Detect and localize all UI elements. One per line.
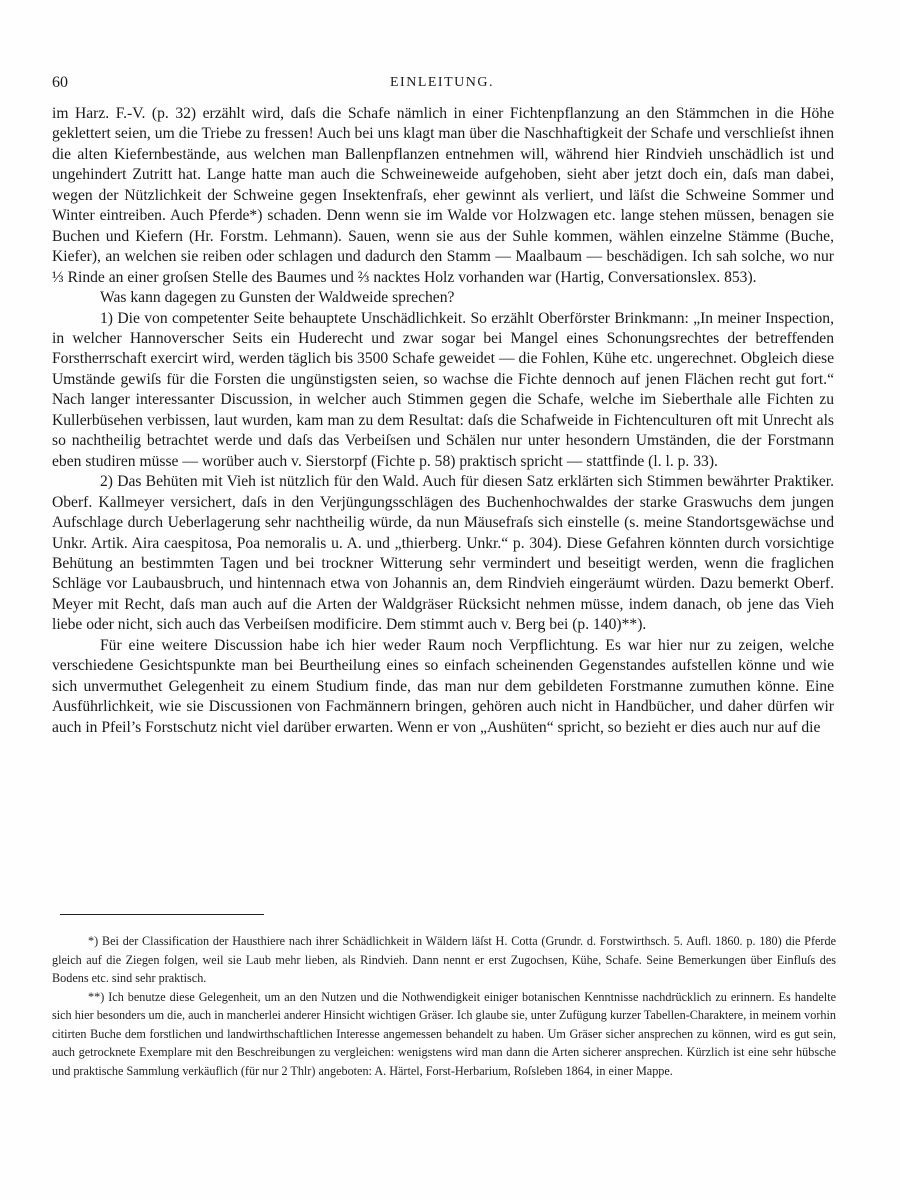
footnotes [52,932,836,1080]
main-text [52,104,834,738]
footnote: **) Ich benutze diese Gelegenheit, um an den Nutzen und die Nothwendigkeit einiger botanischen Kenntnisse nachdrücklich zu erinnern. Es handelte sich hier besonders um die, auch in mancherlei anderer Hinsicht wichtigen Gräser. Ich glaube sie, unter Zufügung kurzer Tabellen-Charaktere, in meinem vorhin citirten Buche dem forstlichen und landwirthschaftlichen Interesse angemessen behandelt zu haben. Um Gräser sicher ansprechen zu können, wird es gut sein, auch getrocknete Exemplare mit den Beschreibungen zu vergleichen: wenigstens wird man dann die Arten sicherer ansprechen. Kürzlich ist eine sehr hübsche und praktische Sammlung verkäuflich (für nur 2 Thlr) angeboten: A. Härtel, Forst-Herbarium, Roſsleben 1864, in einer Mappe. [52,989,836,1078]
paragraph: 1) Die von competenter Seite behauptete Unschädlichkeit. So erzählt Oberförster Brinkmann: „In meiner Inspection, in welcher Hannoverscher Seits ein Huderecht und zwar sogar bei Mangel eines Schonungsrechtes der betreffenden Forstherrschaft exercirt wird, werden täglich bis 3500 Schafe geweidet — die Fohlen, Kühe etc. ungerechnet. Obgleich diese Umstände gewiſs für die Forsten die ungünstigsten seien, so wachse die Fichte dennoch auf jenen Flächen recht gut fort.“ Nach langer interessanter Discussion, in welcher auch Stimmen gegen die Schafe, welche im Sieberthale alle Fichten zu Kullerbüsehen verbissen, laut wurden, kam man zu dem Resultat: daſs die Schafweide in Fichtenculturen oft mit Unrecht als so nachtheilig betrachtet werde und daſs das Verbeiſsen und Schälen nur unter hesondern Umständen, die der Forstmann eben studiren müsse — worüber auch v. Sierstorpf (Fichte p. 58) praktisch spricht — stattfinde (l. l. p. 33). [52,309,834,470]
running-head: EINLEITUNG. [390,75,494,90]
paragraph: Was kann dagegen zu Gunsten der Waldweide sprechen? [100,289,455,307]
paragraph: Für eine weitere Discussion habe ich hier weder Raum noch Verpflichtung. Es war hier nur zu zeigen, welche verschiedene Gesichtspunkte man bei Beurtheilung eines so einfach scheinenden Gegenstandes aufstellen könne und wie sich unvermuthet Gelegenheit zu einem Studium finde, das man nur dem gebildeten Forstmanne zumuthen könne. Eine Ausführlichkeit, wie sie Discussionen von Fachmännern bringen, gehören auch nicht in Handbücher, und daher dürfen wir auch in Pfeil’s Forstschutz nicht viel darüber erwarten. Wenn er von „Aushüten“ spricht, so bezieht er dies auch nur auf die [52,636,834,736]
paragraph: im Harz. F.-V. (p. 32) erzählt wird, daſs die Schafe nämlich in einer Fichtenpflanzung an den Stämmchen in die Höhe geklettert seien, um die Triebe zu fressen! Auch bei uns klagt man über die Naschhaftigkeit der Schafe und verschlieſst ihnen die alten Kiefernbestände, aus welchen man Ballenpflanzen entnehmen will, während hier Rindvieh unschädlich ist und ungehindert Zutritt hat. Lange hatte man auch die Schweineweide aufgehoben, sieht aber jetzt doch ein, daſs man dabei, wegen der Nützlichkeit der Schweine gegen Insektenfraſs, eher gewinnt als verliert, und läſst die Schweine Sommer und Winter eintreiben. Auch Pferde*) schaden. Denn wenn sie im Walde vor Holzwagen etc. lange stehen müssen, benagen sie Buchen und Kiefern (Hr. Forstm. Lehmann). Sauen, wenn sie aus der Suhle kommen, wählen einzelne Stämme (Buche, Kiefer), an welchen sie reiben oder schlagen und dadurch den Stamm — Maalbaum — beschädigen. Ich sah solche, wo nur ⅓ Rinde an einer groſsen Stelle des Baumes und ⅔ nacktes Holz vorhanden war (Hartig, Conversationslex. 853). [52,105,834,286]
footnote-divider [60,914,264,915]
page-number: 60 [52,74,68,91]
paragraph: 2) Das Behüten mit Vieh ist nützlich für den Wald. Auch für diesen Satz erklärten sich Stimmen bewährter Praktiker. Oberf. Kallmeyer versichert, daſs in den Verjüngungsschlägen des Buchenhochwaldes der starke Graswuchs dem jungen Aufschlage durch Ueberlagerung sehr nachtheilig würde, da nun Mäusefraſs sich einstelle (s. meine Standortsgewächse und Unkr. Artik. Aira caespitosa, Poa nemoralis u. A. und „thierberg. Unkr.“ p. 304). Diese Gefahren könnten durch vorsichtige Behütung an bestimmten Tagen und bei trockner Witterung sehr vermindert und beseitigt werden, wenn die fraglichen Schläge vor Laubausbruch, und hintennach etwa von Johannis an, dem Rindvieh eingeräumt würden. Dazu bemerkt Oberf. Meyer mit Recht, daſs man auch auf die Arten der Waldgräser Rücksicht nehmen müsse, indem danach, ob jene das Vieh liebe oder nicht, sich auch das Verbeiſsen modificire. Dem stimmt auch v. Berg bei (p. 140)**). [52,473,834,634]
footnote: *) Bei der Classification der Hausthiere nach ihrer Schädlichkeit in Wäldern läſst H. Cotta (Grundr. d. Forstwirthsch. 5. Aufl. 1860. p. 180) die Pferde gleich auf die Ziegen folgen, weil sie Laub mehr lieben, als Rindvieh. Dann nennt er erst Zugochsen, Kühe, Schafe. Seine Bemerkungen über Einfluſs des Bodens etc. sind sehr praktisch. [52,934,836,985]
page-header [52,74,832,94]
